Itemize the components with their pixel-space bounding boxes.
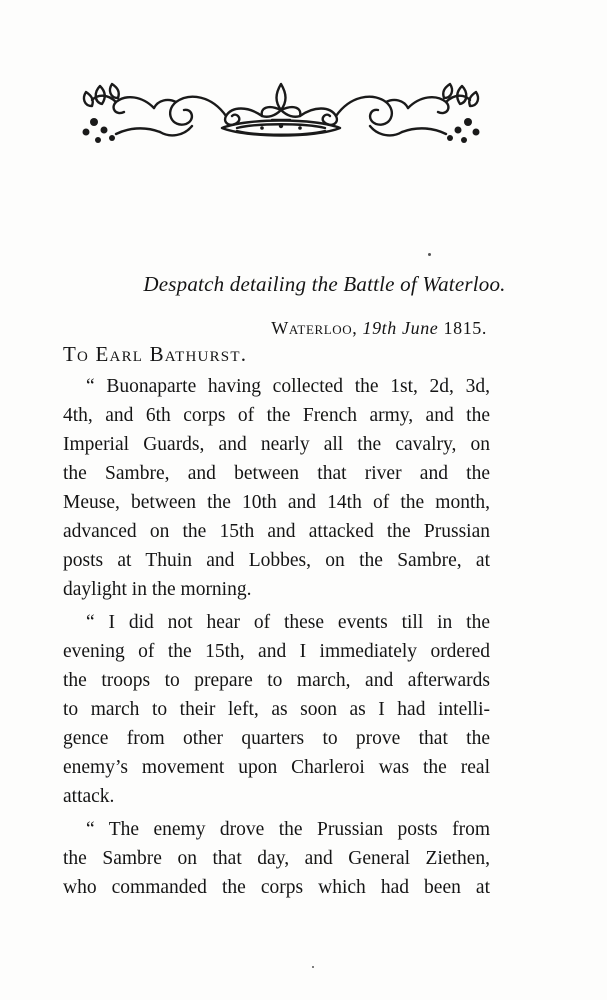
text-line: “ I did not hear of these events till in the <box>86 612 490 633</box>
ink-speck <box>428 253 431 256</box>
text-line: the troops to prepare to march, and afterwards <box>63 670 490 691</box>
text-line: to march to their left, as soon as I had intelli- <box>63 699 490 720</box>
dateline-day: 19th <box>362 318 397 338</box>
text-line: who commanded the corps which had been at <box>63 877 490 898</box>
despatch-title: Despatch detailing the Battle of Waterloo. <box>143 272 506 296</box>
text-line: Meuse, between the 10th and 14th of the month, <box>63 492 490 513</box>
dateline-place: Waterloo, <box>271 318 358 338</box>
body-text <box>63 372 490 906</box>
text-line: advanced on the 15th and attacked the Prussian <box>63 521 490 542</box>
text-line: the Sambre, and between that river and the <box>63 463 490 484</box>
text-line: 4th, and 6th corps of the French army, and the <box>63 405 490 426</box>
floral-scroll-ornament-icon <box>72 76 490 148</box>
text-line: the Sambre on that day, and General Ziethen, <box>63 848 490 869</box>
dateline <box>271 318 487 339</box>
text-line: evening of the 15th, and I immediately ordered <box>63 641 490 662</box>
text-line: “ Buonaparte having collected the 1st, 2d, 3d, <box>86 376 490 397</box>
paragraph <box>63 372 490 604</box>
text-line: gence from other quarters to prove that the <box>63 728 490 749</box>
text-line: enemy’s movement upon Charleroi was the real <box>63 757 490 778</box>
text-line: daylight in the morning. <box>63 579 252 600</box>
text-line: attack. <box>63 786 115 807</box>
ink-speck <box>312 966 314 968</box>
text-line: posts at Thuin and Lobbes, on the Sambre, at <box>63 550 490 571</box>
paragraph <box>63 815 490 902</box>
salutation: To Earl Bathurst. <box>63 342 248 366</box>
text-line: “ The enemy drove the Prussian posts from <box>86 819 490 840</box>
paragraph <box>63 608 490 811</box>
dateline-month: June <box>402 318 439 338</box>
dateline-year: 1815. <box>443 318 487 338</box>
text-line: Imperial Guards, and nearly all the cavalry, on <box>63 434 490 455</box>
